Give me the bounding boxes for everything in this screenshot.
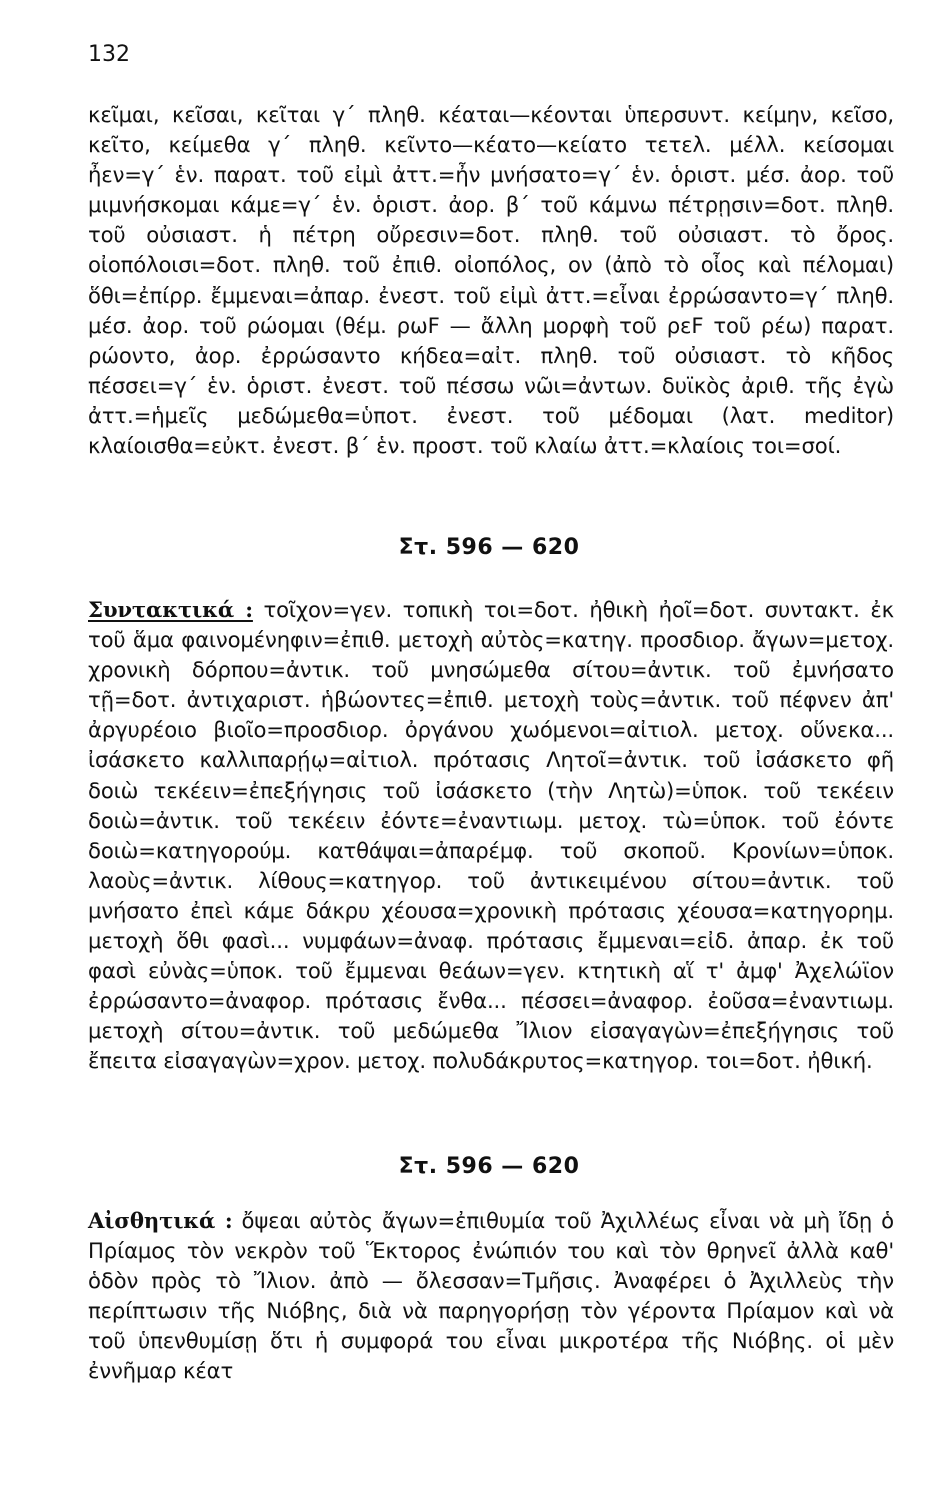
syntax-paragraph [88, 595, 894, 1077]
section-heading-aesthetics: Στ. 596 — 620 [398, 1154, 580, 1179]
aesthetics-paragraph [88, 1206, 894, 1387]
section-heading-syntax: Στ. 596 — 620 [398, 535, 580, 560]
page-number: 132 [88, 42, 130, 67]
syntax-label: Συντακτικά : [88, 597, 253, 622]
vocabulary-paragraph: κεῖμαι, κεῖσαι, κεῖται γ΄ πληθ. κέαται—κέονται ὑπερσυντ. κείμην, κεῖσο, κεῖτο, κείμεθα γ΄ πληθ. κεῖντο—κέατο—κείατο τετελ. μέλλ. κείσομαι ἦεν=γ΄ ἑν. παρατ. τοῦ εἰμὶ ἀττ.=ἦν μνήσατο=γ΄ ἑν. ὁριστ. μέσ. ἀορ. τοῦ μιμνήσκομαι κάμε=γ΄ ἑν. ὁριστ. ἀορ. β΄ τοῦ κάμνω πέτρῃσιν=δοτ. πληθ. τοῦ οὐσιαστ. ἡ πέτρη οὔρεσιν=δοτ. πληθ. τοῦ οὐσιαστ. τὸ ὄρος. οἰοπόλοισι=δοτ. πληθ. τοῦ ἐπιθ. οἰοπόλος, ον (ἀπὸ τὸ οἶος καὶ πέλομαι) ὅθι=ἐπίρρ. ἔμμεναι=ἀπαρ. ἐνεστ. τοῦ εἰμὶ ἀττ.=εἶναι ἐρρώσαντο=γ΄ πληθ. μέσ. ἀορ. τοῦ ρώομαι (θέμ. ρωF — ἄλλη μορφὴ τοῦ ρεF τοῦ ρέω) παρατ. ρώοντο, ἀορ. ἐρρώσαντο κήδεα=αἰτ. πληθ. τοῦ οὐσιαστ. τὸ κῆδος πέσσει=γ΄ ἑν. ὁριστ. ἐνεστ. τοῦ πέσσω νῶι=ἀντων. δυϊκὸς ἀριθ. τῆς ἐγὼ ἀττ.=ἡμεῖς μεδώμεθα=ὑποτ. ἐνεστ. τοῦ μέδομαι (λατ. meditor) κλαίοισθα=εὐκτ. ἐνεστ. β΄ ἑν. προστ. τοῦ κλαίω ἀττ.=κλαίοις τοι=σοί. [88, 102, 894, 459]
syntax-text: τοῖχον=γεν. τοπικὴ τοι=δοτ. ἠθικὴ ἠοῖ=δοτ. συντακτ. ἐκ τοῦ ἅμα φαινομένηφιν=ἐπιθ. μετοχὴ αὐτὸς=κατηγ. προσδιορ. ἄγων=μετοχ. χρονικὴ δόρπου=ἀντικ. τοῦ μνησώμεθα σίτου=ἀντικ. τοῦ ἐμνήσατο τῇ=δοτ. ἀντιχαριστ. ἡβώοντες=ἐπιθ. μετοχὴ τοὺς=ἀντικ. τοῦ πέφνεν ἀπ' ἀργυρέοιο βιοῖο=προσδιορ. ὀργάνου χωόμενοι=αἰτιολ. μετοχ. οὕνεκα... ἰσάσκετο καλλιπαρῄῳ=αἰτιολ. πρότασις Λητοῖ=ἀντικ. τοῦ ἰσάσκετο φῆ δοιὼ τεκέειν=ἐπεξήγησις τοῦ ἰσάσκετο (τὴν Λητὼ)=ὑποκ. τοῦ τεκέειν δοιὼ=ἀντικ. τοῦ τεκέειν ἐόντε=ἐναντιωμ. μετοχ. τὼ=ὑποκ. τοῦ ἐόντε δοιὼ=κατηγορούμ. κατθάψαι=ἀπαρέμφ. τοῦ σκοποῦ. Κρονίων=ὑποκ. λαοὺς=ἀντικ. λίθους=κατηγορ. τοῦ ἀντικειμένου σίτου=ἀντικ. τοῦ μνήσατο ἐπεὶ κάμε δάκρυ χέουσα=χρονικὴ πρότασις χέουσα=κατηγορημ. μετοχὴ ὅθι φασὶ... νυμφάων=ἀναφ. πρότασις ἔμμεναι=εἰδ. ἀπαρ. ἐκ τοῦ φασὶ εὐνὰς=ὑποκ. τοῦ ἔμμεναι θεάων=γεν. κτητικὴ αἵ τ' ἀμφ' Ἀχελώϊον ἐρρώσαντο=ἀναφορ. πρότασις ἔνθα... πέσσει=ἀναφορ. ἐοῦσα=ἐναντιωμ. μετοχὴ σίτου=ἀντικ. τοῦ μεδώμεθα Ἴλιον εἰσαγαγὼν=ἐπεξήγησις τοῦ ἔπειτα εἰσαγαγὼν=χρον. μετοχ. πολυδάκρυτος=κατηγορ. τοι=δοτ. ἠθική. [88, 597, 894, 1074]
aesthetics-text: ὄψεαι αὐτὸς ἄγων=ἐπιθυμία τοῦ Ἀχιλλέως εἶναι νὰ μὴ ἴδῃ ὁ Πρίαμος τὸν νεκρὸν τοῦ Ἕκτορος ἐνώπιόν του καὶ τὸν θρηνεῖ ἀλλὰ καθ' ὁδὸν πρὸς τὸ Ἴλιον. ἀπὸ — ὄλεσσαν=Τμῆσις. Ἀναφέρει ὁ Ἀχιλλεὺς τὴν περίπτωσιν τῆς Νιόβης, διὰ νὰ παρηγορήσῃ τὸν γέροντα Πρίαμον καὶ νὰ τοῦ ὑπενθυμίσῃ ὅτι ἡ συμφορά του εἶναι μικροτέρα τῆς Νιόβης. οἱ μὲν ἐννῆμαρ κέατ [88, 1208, 894, 1384]
aesthetics-label: Αἰσθητικά : [88, 1208, 233, 1233]
